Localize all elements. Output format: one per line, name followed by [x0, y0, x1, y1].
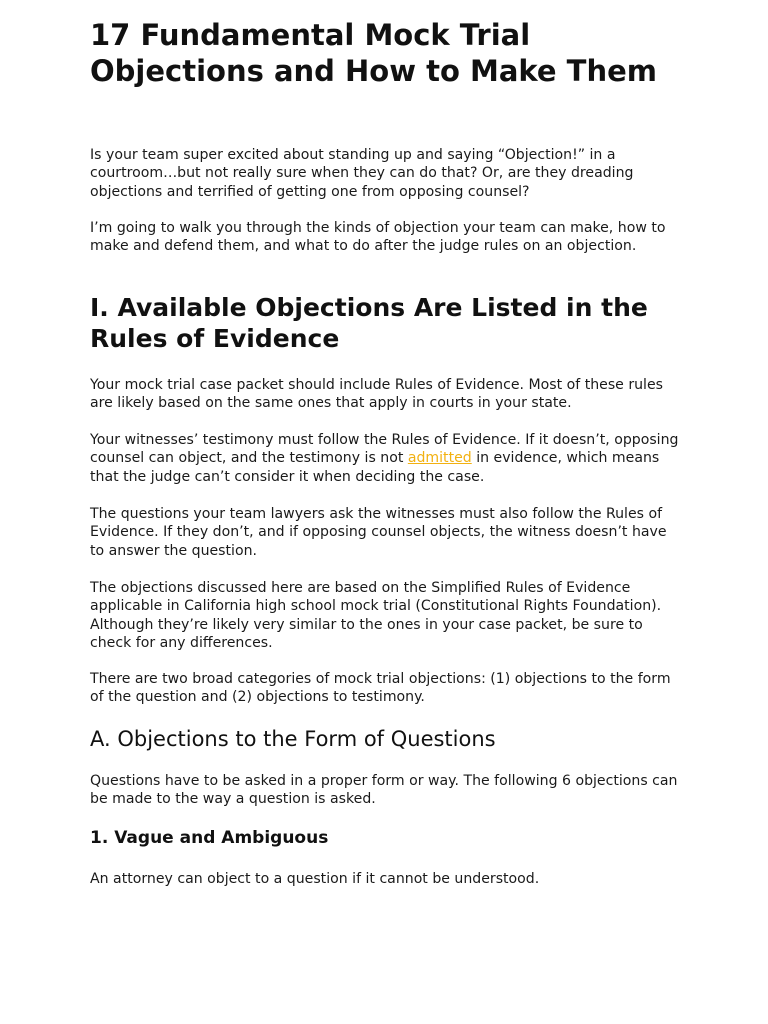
paragraph-text-before-link: Your witnesses’ testimony must follow the Rules of Evidence. If it doesn’t, opposing counsel can object, and the testimony is not: [90, 432, 679, 467]
intro-paragraph-2: I’m going to walk you through the kinds of objection your team can make, how to make and defend them, and what to do after the judge rules on an objection.: [90, 220, 666, 255]
section-heading-available-objections: I. Available Objections Are Listed in the Rules of Evidence: [90, 293, 648, 353]
subsection-heading-form-of-questions: A. Objections to the Form of Questions: [90, 727, 496, 751]
admitted-link[interactable]: admitted: [407, 450, 472, 467]
section1-paragraph-2: [90, 431, 682, 486]
page-title: 17 Fundamental Mock Trial Objections and How to Make Them: [90, 18, 657, 88]
section1-paragraph-1: Your mock trial case packet should include Rules of Evidence. Most of these rules are likely based on the same ones that apply in courts in your state.: [90, 377, 663, 412]
section1-paragraph-3: The questions your team lawyers ask the witnesses must also follow the Rules of Evidence. If they don’t, and if opposing counsel objects, the witness doesn’t have to answer the question.: [90, 506, 667, 559]
item-heading-vague-and-ambiguous: 1. Vague and Ambiguous: [90, 828, 329, 848]
section1-paragraph-4: The objections discussed here are based on the Simplified Rules of Evidence applicable in California high school mock trial (Constitutional Rights Foundation). Although they’re likely very similar to the ones in your case packet, be sure to check for any differences.: [90, 580, 662, 651]
paragraph-text-after-link: in evidence, which means that the judge can’t consider it when deciding the case.: [90, 450, 660, 485]
subsection-a-paragraph-1: Questions have to be asked in a proper form or way. The following 6 objections can be made to the way a question is asked.: [90, 773, 678, 808]
intro-paragraph-1: Is your team super excited about standing up and saying “Objection!” in a courtroom…but not really sure when they can do that? Or, are they dreading objections and terrified of getting one from opposing counsel?: [90, 147, 634, 200]
item1-paragraph-1: An attorney can object to a question if it cannot be understood.: [90, 871, 540, 887]
section1-paragraph-5: There are two broad categories of mock trial objections: (1) objections to the form of the question and (2) objections to testimony.: [90, 671, 671, 706]
